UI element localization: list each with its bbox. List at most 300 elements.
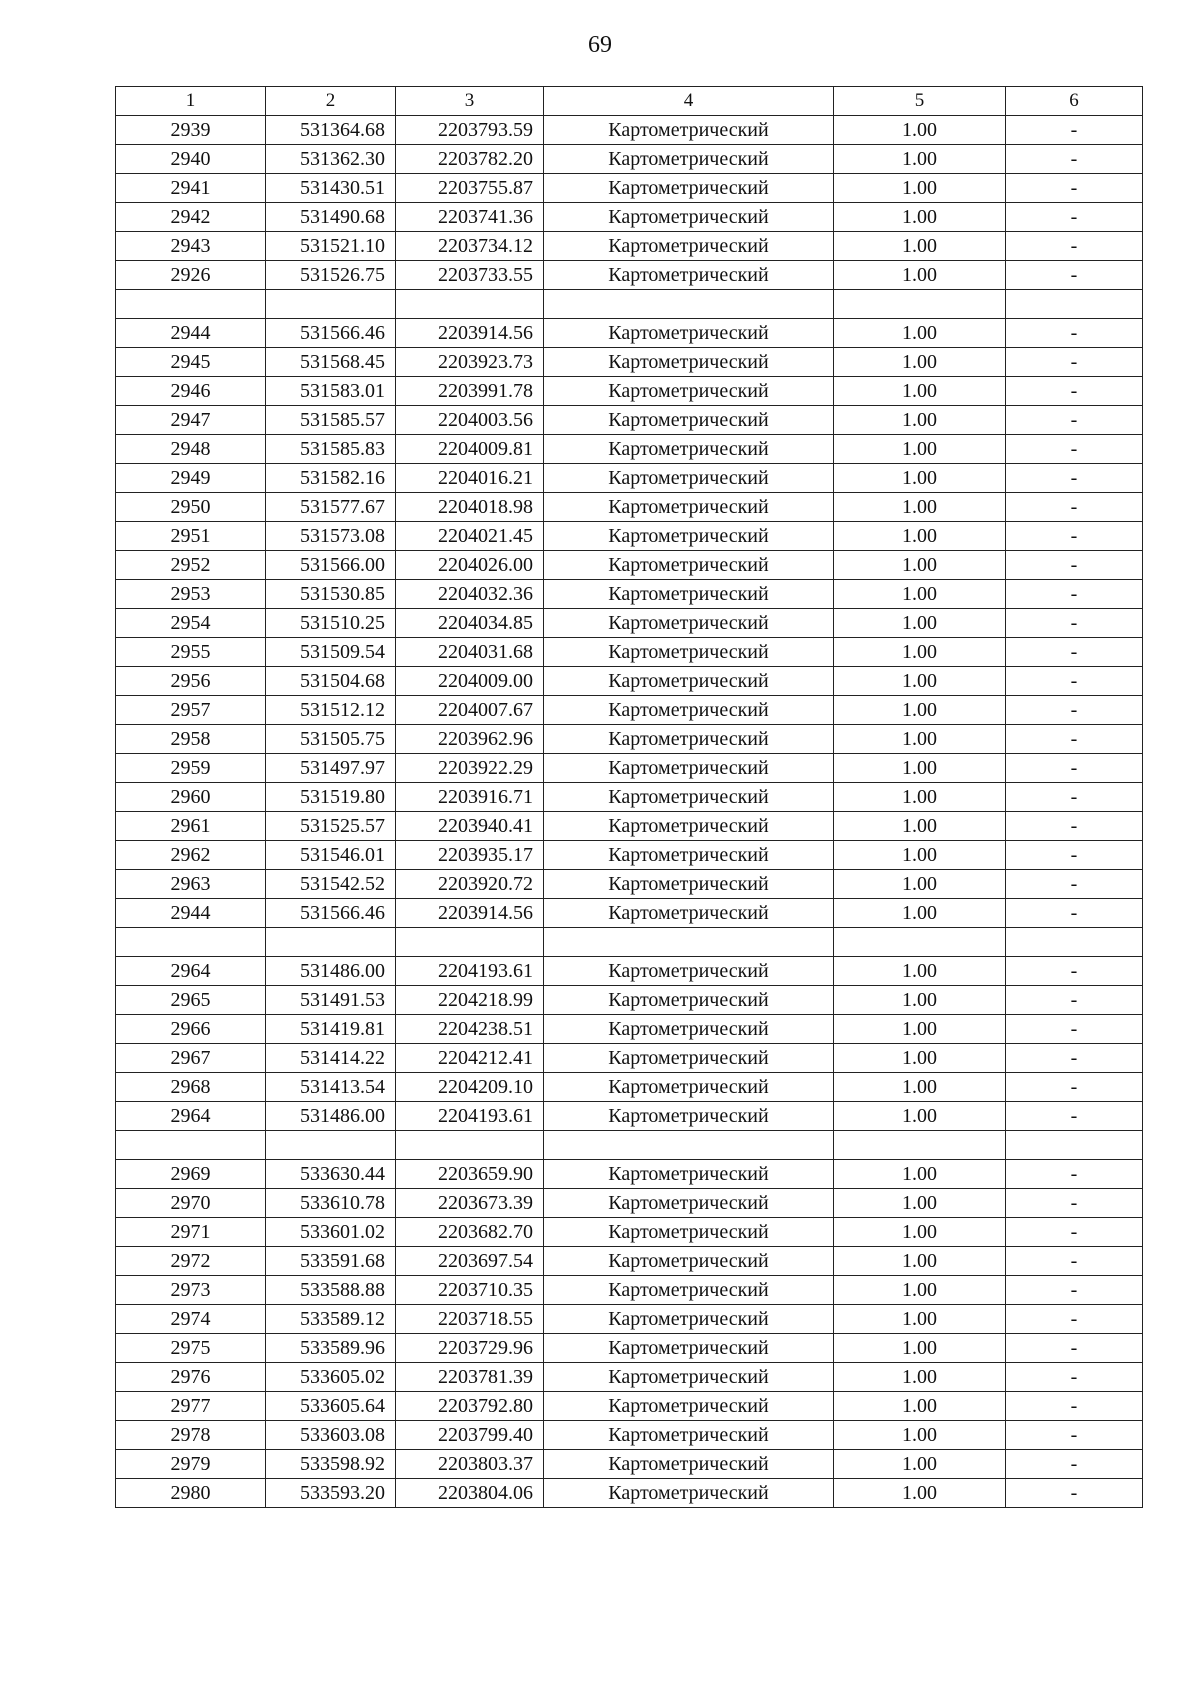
table-row — [116, 1247, 1143, 1276]
table-row — [116, 435, 1143, 464]
table-row — [116, 1015, 1143, 1044]
method-cell: Картометрический — [544, 1218, 834, 1247]
table-row — [116, 754, 1143, 783]
accuracy-cell — [834, 928, 1006, 957]
point-number-cell: 2974 — [116, 1305, 266, 1334]
x-coordinate-cell: 531505.75 — [266, 725, 396, 754]
y-coordinate-cell: 2203659.90 — [396, 1160, 544, 1189]
x-coordinate-cell: 533589.12 — [266, 1305, 396, 1334]
table-row — [116, 551, 1143, 580]
accuracy-cell: 1.00 — [834, 348, 1006, 377]
x-coordinate-cell: 531530.85 — [266, 580, 396, 609]
table-row — [116, 870, 1143, 899]
table-row — [116, 899, 1143, 928]
y-coordinate-cell: 2203793.59 — [396, 116, 544, 145]
header-cell-6: 6 — [1006, 87, 1143, 116]
x-coordinate-cell: 531585.83 — [266, 435, 396, 464]
point-number-cell: 2964 — [116, 957, 266, 986]
x-coordinate-cell: 533589.96 — [266, 1334, 396, 1363]
x-coordinate-cell: 531585.57 — [266, 406, 396, 435]
method-cell: Картометрический — [544, 1044, 834, 1073]
accuracy-cell: 1.00 — [834, 493, 1006, 522]
note-cell: - — [1006, 203, 1143, 232]
table-row — [116, 667, 1143, 696]
note-cell: - — [1006, 1421, 1143, 1450]
accuracy-cell: 1.00 — [834, 841, 1006, 870]
y-coordinate-cell: 2203991.78 — [396, 377, 544, 406]
x-coordinate-cell — [266, 928, 396, 957]
table-row — [116, 319, 1143, 348]
table-row — [116, 1044, 1143, 1073]
accuracy-cell: 1.00 — [834, 957, 1006, 986]
table-separator-row — [116, 1131, 1143, 1160]
y-coordinate-cell: 2204218.99 — [396, 986, 544, 1015]
y-coordinate-cell: 2203782.20 — [396, 145, 544, 174]
note-cell: - — [1006, 348, 1143, 377]
x-coordinate-cell: 531497.97 — [266, 754, 396, 783]
method-cell: Картометрический — [544, 319, 834, 348]
accuracy-cell — [834, 290, 1006, 319]
x-coordinate-cell: 531566.46 — [266, 319, 396, 348]
accuracy-cell: 1.00 — [834, 1247, 1006, 1276]
note-cell: - — [1006, 1044, 1143, 1073]
table-row — [116, 348, 1143, 377]
point-number-cell: 2971 — [116, 1218, 266, 1247]
method-cell: Картометрический — [544, 203, 834, 232]
accuracy-cell: 1.00 — [834, 435, 1006, 464]
method-cell: Картометрический — [544, 754, 834, 783]
method-cell: Картометрический — [544, 1421, 834, 1450]
y-coordinate-cell: 2204034.85 — [396, 609, 544, 638]
method-cell: Картометрический — [544, 1189, 834, 1218]
method-cell: Картометрический — [544, 957, 834, 986]
accuracy-cell: 1.00 — [834, 1073, 1006, 1102]
method-cell: Картометрический — [544, 667, 834, 696]
method-cell: Картометрический — [544, 899, 834, 928]
point-number-cell: 2955 — [116, 638, 266, 667]
point-number-cell: 2954 — [116, 609, 266, 638]
table-row — [116, 1363, 1143, 1392]
point-number-cell: 2950 — [116, 493, 266, 522]
method-cell — [544, 290, 834, 319]
x-coordinate-cell: 531509.54 — [266, 638, 396, 667]
accuracy-cell: 1.00 — [834, 1450, 1006, 1479]
y-coordinate-cell: 2204193.61 — [396, 1102, 544, 1131]
method-cell: Картометрический — [544, 609, 834, 638]
table-body — [116, 116, 1143, 1508]
method-cell: Картометрический — [544, 464, 834, 493]
method-cell: Картометрический — [544, 638, 834, 667]
y-coordinate-cell: 2203916.71 — [396, 783, 544, 812]
point-number-cell: 2947 — [116, 406, 266, 435]
page-number: 69 — [588, 32, 612, 58]
y-coordinate-cell: 2203697.54 — [396, 1247, 544, 1276]
note-cell: - — [1006, 319, 1143, 348]
note-cell: - — [1006, 870, 1143, 899]
table-row — [116, 1073, 1143, 1102]
accuracy-cell: 1.00 — [834, 551, 1006, 580]
method-cell: Картометрический — [544, 1334, 834, 1363]
x-coordinate-cell: 531583.01 — [266, 377, 396, 406]
point-number-cell: 2944 — [116, 319, 266, 348]
method-cell: Картометрический — [544, 1392, 834, 1421]
table-row — [116, 406, 1143, 435]
table-row — [116, 1305, 1143, 1334]
table-row — [116, 1392, 1143, 1421]
accuracy-cell: 1.00 — [834, 116, 1006, 145]
accuracy-cell: 1.00 — [834, 145, 1006, 174]
method-cell: Картометрический — [544, 1305, 834, 1334]
point-number-cell: 2953 — [116, 580, 266, 609]
method-cell: Картометрический — [544, 348, 834, 377]
point-number-cell: 2952 — [116, 551, 266, 580]
method-cell: Картометрический — [544, 580, 834, 609]
accuracy-cell: 1.00 — [834, 522, 1006, 551]
x-coordinate-cell: 531490.68 — [266, 203, 396, 232]
y-coordinate-cell — [396, 928, 544, 957]
method-cell: Картометрический — [544, 783, 834, 812]
x-coordinate-cell: 531510.25 — [266, 609, 396, 638]
note-cell: - — [1006, 812, 1143, 841]
note-cell: - — [1006, 377, 1143, 406]
table-row — [116, 145, 1143, 174]
table-row — [116, 1334, 1143, 1363]
point-number-cell: 2964 — [116, 1102, 266, 1131]
table-row — [116, 986, 1143, 1015]
table-row — [116, 1218, 1143, 1247]
method-cell: Картометрический — [544, 841, 834, 870]
note-cell: - — [1006, 841, 1143, 870]
note-cell: - — [1006, 435, 1143, 464]
point-number-cell: 2978 — [116, 1421, 266, 1450]
x-coordinate-cell: 531504.68 — [266, 667, 396, 696]
point-number-cell: 2940 — [116, 145, 266, 174]
x-coordinate-cell: 533598.92 — [266, 1450, 396, 1479]
table-separator-row — [116, 290, 1143, 319]
accuracy-cell: 1.00 — [834, 1276, 1006, 1305]
table-header-row — [116, 87, 1143, 116]
note-cell: - — [1006, 725, 1143, 754]
table-row — [116, 1160, 1143, 1189]
table-row — [116, 1189, 1143, 1218]
note-cell: - — [1006, 1189, 1143, 1218]
table-row — [116, 609, 1143, 638]
accuracy-cell: 1.00 — [834, 1160, 1006, 1189]
method-cell: Картометрический — [544, 1073, 834, 1102]
note-cell: - — [1006, 1276, 1143, 1305]
note-cell: - — [1006, 1218, 1143, 1247]
table-row — [116, 696, 1143, 725]
y-coordinate-cell: 2204007.67 — [396, 696, 544, 725]
point-number-cell: 2963 — [116, 870, 266, 899]
method-cell: Картометрический — [544, 551, 834, 580]
x-coordinate-cell: 531512.12 — [266, 696, 396, 725]
y-coordinate-cell: 2204032.36 — [396, 580, 544, 609]
y-coordinate-cell: 2203781.39 — [396, 1363, 544, 1392]
y-coordinate-cell: 2203922.29 — [396, 754, 544, 783]
y-coordinate-cell: 2204016.21 — [396, 464, 544, 493]
x-coordinate-cell: 531566.46 — [266, 899, 396, 928]
y-coordinate-cell: 2204193.61 — [396, 957, 544, 986]
note-cell: - — [1006, 1363, 1143, 1392]
note-cell: - — [1006, 696, 1143, 725]
accuracy-cell: 1.00 — [834, 1392, 1006, 1421]
x-coordinate-cell: 531414.22 — [266, 1044, 396, 1073]
x-coordinate-cell: 531521.10 — [266, 232, 396, 261]
accuracy-cell: 1.00 — [834, 638, 1006, 667]
y-coordinate-cell: 2203920.72 — [396, 870, 544, 899]
x-coordinate-cell — [266, 290, 396, 319]
method-cell: Картометрический — [544, 696, 834, 725]
note-cell: - — [1006, 1479, 1143, 1508]
x-coordinate-cell: 531486.00 — [266, 957, 396, 986]
point-number-cell: 2956 — [116, 667, 266, 696]
accuracy-cell: 1.00 — [834, 232, 1006, 261]
note-cell: - — [1006, 899, 1143, 928]
x-coordinate-cell: 531568.45 — [266, 348, 396, 377]
method-cell: Картометрический — [544, 870, 834, 899]
table-row — [116, 1276, 1143, 1305]
accuracy-cell: 1.00 — [834, 203, 1006, 232]
point-number-cell: 2957 — [116, 696, 266, 725]
point-number-cell: 2926 — [116, 261, 266, 290]
table-row — [116, 522, 1143, 551]
y-coordinate-cell: 2203792.80 — [396, 1392, 544, 1421]
note-cell: - — [1006, 406, 1143, 435]
x-coordinate-cell: 531582.16 — [266, 464, 396, 493]
method-cell: Картометрический — [544, 261, 834, 290]
point-number-cell — [116, 290, 266, 319]
point-number-cell: 2942 — [116, 203, 266, 232]
note-cell: - — [1006, 464, 1143, 493]
note-cell: - — [1006, 667, 1143, 696]
y-coordinate-cell: 2204009.00 — [396, 667, 544, 696]
y-coordinate-cell: 2203914.56 — [396, 899, 544, 928]
x-coordinate-cell: 531362.30 — [266, 145, 396, 174]
note-cell: - — [1006, 1102, 1143, 1131]
table-separator-row — [116, 928, 1143, 957]
table-row — [116, 957, 1143, 986]
note-cell: - — [1006, 1334, 1143, 1363]
method-cell: Картометрический — [544, 1479, 834, 1508]
x-coordinate-cell: 531577.67 — [266, 493, 396, 522]
accuracy-cell: 1.00 — [834, 1421, 1006, 1450]
method-cell: Картометрический — [544, 377, 834, 406]
x-coordinate-cell: 531491.53 — [266, 986, 396, 1015]
point-number-cell: 2943 — [116, 232, 266, 261]
method-cell: Картометрический — [544, 145, 834, 174]
method-cell: Картометрический — [544, 1160, 834, 1189]
method-cell: Картометрический — [544, 232, 834, 261]
y-coordinate-cell: 2203734.12 — [396, 232, 544, 261]
y-coordinate-cell: 2203923.73 — [396, 348, 544, 377]
table-row — [116, 203, 1143, 232]
point-number-cell: 2958 — [116, 725, 266, 754]
table-row — [116, 1102, 1143, 1131]
note-cell — [1006, 928, 1143, 957]
x-coordinate-cell: 531486.00 — [266, 1102, 396, 1131]
table-row — [116, 232, 1143, 261]
point-number-cell: 2949 — [116, 464, 266, 493]
point-number-cell: 2944 — [116, 899, 266, 928]
y-coordinate-cell: 2203741.36 — [396, 203, 544, 232]
point-number-cell: 2976 — [116, 1363, 266, 1392]
point-number-cell: 2972 — [116, 1247, 266, 1276]
note-cell: - — [1006, 1160, 1143, 1189]
y-coordinate-cell: 2203682.70 — [396, 1218, 544, 1247]
accuracy-cell: 1.00 — [834, 812, 1006, 841]
x-coordinate-cell: 533593.20 — [266, 1479, 396, 1508]
y-coordinate-cell: 2203803.37 — [396, 1450, 544, 1479]
note-cell: - — [1006, 174, 1143, 203]
coordinates-table — [115, 86, 1143, 1508]
table-row — [116, 1450, 1143, 1479]
note-cell: - — [1006, 522, 1143, 551]
note-cell: - — [1006, 551, 1143, 580]
method-cell: Картометрический — [544, 493, 834, 522]
y-coordinate-cell: 2203710.35 — [396, 1276, 544, 1305]
note-cell: - — [1006, 609, 1143, 638]
y-coordinate-cell: 2203914.56 — [396, 319, 544, 348]
accuracy-cell: 1.00 — [834, 1363, 1006, 1392]
method-cell: Картометрический — [544, 1247, 834, 1276]
table-row — [116, 725, 1143, 754]
y-coordinate-cell — [396, 1131, 544, 1160]
note-cell: - — [1006, 261, 1143, 290]
point-number-cell: 2962 — [116, 841, 266, 870]
point-number-cell: 2975 — [116, 1334, 266, 1363]
y-coordinate-cell: 2203940.41 — [396, 812, 544, 841]
accuracy-cell — [834, 1131, 1006, 1160]
accuracy-cell: 1.00 — [834, 1305, 1006, 1334]
table-row — [116, 812, 1143, 841]
y-coordinate-cell — [396, 290, 544, 319]
y-coordinate-cell: 2203799.40 — [396, 1421, 544, 1450]
note-cell: - — [1006, 232, 1143, 261]
method-cell — [544, 928, 834, 957]
note-cell: - — [1006, 957, 1143, 986]
note-cell: - — [1006, 1247, 1143, 1276]
header-cell-3: 3 — [396, 87, 544, 116]
point-number-cell: 2946 — [116, 377, 266, 406]
accuracy-cell: 1.00 — [834, 783, 1006, 812]
x-coordinate-cell: 531542.52 — [266, 870, 396, 899]
point-number-cell: 2973 — [116, 1276, 266, 1305]
point-number-cell — [116, 1131, 266, 1160]
accuracy-cell: 1.00 — [834, 986, 1006, 1015]
note-cell: - — [1006, 580, 1143, 609]
y-coordinate-cell: 2204009.81 — [396, 435, 544, 464]
method-cell — [544, 1131, 834, 1160]
method-cell: Картометрический — [544, 1363, 834, 1392]
point-number-cell: 2945 — [116, 348, 266, 377]
y-coordinate-cell: 2203804.06 — [396, 1479, 544, 1508]
note-cell: - — [1006, 1305, 1143, 1334]
accuracy-cell: 1.00 — [834, 870, 1006, 899]
table-row — [116, 580, 1143, 609]
y-coordinate-cell: 2203755.87 — [396, 174, 544, 203]
point-number-cell: 2966 — [116, 1015, 266, 1044]
method-cell: Картометрический — [544, 406, 834, 435]
table-row — [116, 1479, 1143, 1508]
point-number-cell: 2977 — [116, 1392, 266, 1421]
table-row — [116, 174, 1143, 203]
point-number-cell: 2959 — [116, 754, 266, 783]
x-coordinate-cell: 533603.08 — [266, 1421, 396, 1450]
note-cell — [1006, 1131, 1143, 1160]
table-row — [116, 638, 1143, 667]
y-coordinate-cell: 2204209.10 — [396, 1073, 544, 1102]
y-coordinate-cell: 2203673.39 — [396, 1189, 544, 1218]
point-number-cell: 2969 — [116, 1160, 266, 1189]
method-cell: Картометрический — [544, 1102, 834, 1131]
accuracy-cell: 1.00 — [834, 580, 1006, 609]
note-cell: - — [1006, 1450, 1143, 1479]
table-row — [116, 493, 1143, 522]
accuracy-cell: 1.00 — [834, 319, 1006, 348]
x-coordinate-cell: 531430.51 — [266, 174, 396, 203]
table-row — [116, 261, 1143, 290]
method-cell: Картометрический — [544, 522, 834, 551]
accuracy-cell: 1.00 — [834, 1479, 1006, 1508]
point-number-cell: 2960 — [116, 783, 266, 812]
accuracy-cell: 1.00 — [834, 899, 1006, 928]
x-coordinate-cell: 533605.02 — [266, 1363, 396, 1392]
x-coordinate-cell: 533610.78 — [266, 1189, 396, 1218]
accuracy-cell: 1.00 — [834, 406, 1006, 435]
x-coordinate-cell: 533605.64 — [266, 1392, 396, 1421]
accuracy-cell: 1.00 — [834, 667, 1006, 696]
x-coordinate-cell: 531526.75 — [266, 261, 396, 290]
point-number-cell: 2965 — [116, 986, 266, 1015]
point-number-cell: 2968 — [116, 1073, 266, 1102]
y-coordinate-cell: 2203935.17 — [396, 841, 544, 870]
accuracy-cell: 1.00 — [834, 1102, 1006, 1131]
x-coordinate-cell: 533591.68 — [266, 1247, 396, 1276]
point-number-cell: 2979 — [116, 1450, 266, 1479]
x-coordinate-cell: 531573.08 — [266, 522, 396, 551]
header-cell-1: 1 — [116, 87, 266, 116]
y-coordinate-cell: 2204021.45 — [396, 522, 544, 551]
method-cell: Картометрический — [544, 1450, 834, 1479]
y-coordinate-cell: 2203733.55 — [396, 261, 544, 290]
method-cell: Картометрический — [544, 435, 834, 464]
table-row — [116, 783, 1143, 812]
accuracy-cell: 1.00 — [834, 725, 1006, 754]
accuracy-cell: 1.00 — [834, 1334, 1006, 1363]
note-cell: - — [1006, 638, 1143, 667]
method-cell: Картометрический — [544, 174, 834, 203]
y-coordinate-cell: 2203729.96 — [396, 1334, 544, 1363]
x-coordinate-cell: 531525.57 — [266, 812, 396, 841]
point-number-cell: 2967 — [116, 1044, 266, 1073]
accuracy-cell: 1.00 — [834, 464, 1006, 493]
accuracy-cell: 1.00 — [834, 609, 1006, 638]
note-cell: - — [1006, 1392, 1143, 1421]
y-coordinate-cell: 2204018.98 — [396, 493, 544, 522]
x-coordinate-cell — [266, 1131, 396, 1160]
note-cell: - — [1006, 783, 1143, 812]
point-number-cell: 2961 — [116, 812, 266, 841]
accuracy-cell: 1.00 — [834, 1189, 1006, 1218]
note-cell: - — [1006, 1073, 1143, 1102]
table-row — [116, 377, 1143, 406]
point-number-cell: 2951 — [116, 522, 266, 551]
x-coordinate-cell: 531364.68 — [266, 116, 396, 145]
point-number-cell: 2980 — [116, 1479, 266, 1508]
x-coordinate-cell: 531419.81 — [266, 1015, 396, 1044]
point-number-cell: 2941 — [116, 174, 266, 203]
